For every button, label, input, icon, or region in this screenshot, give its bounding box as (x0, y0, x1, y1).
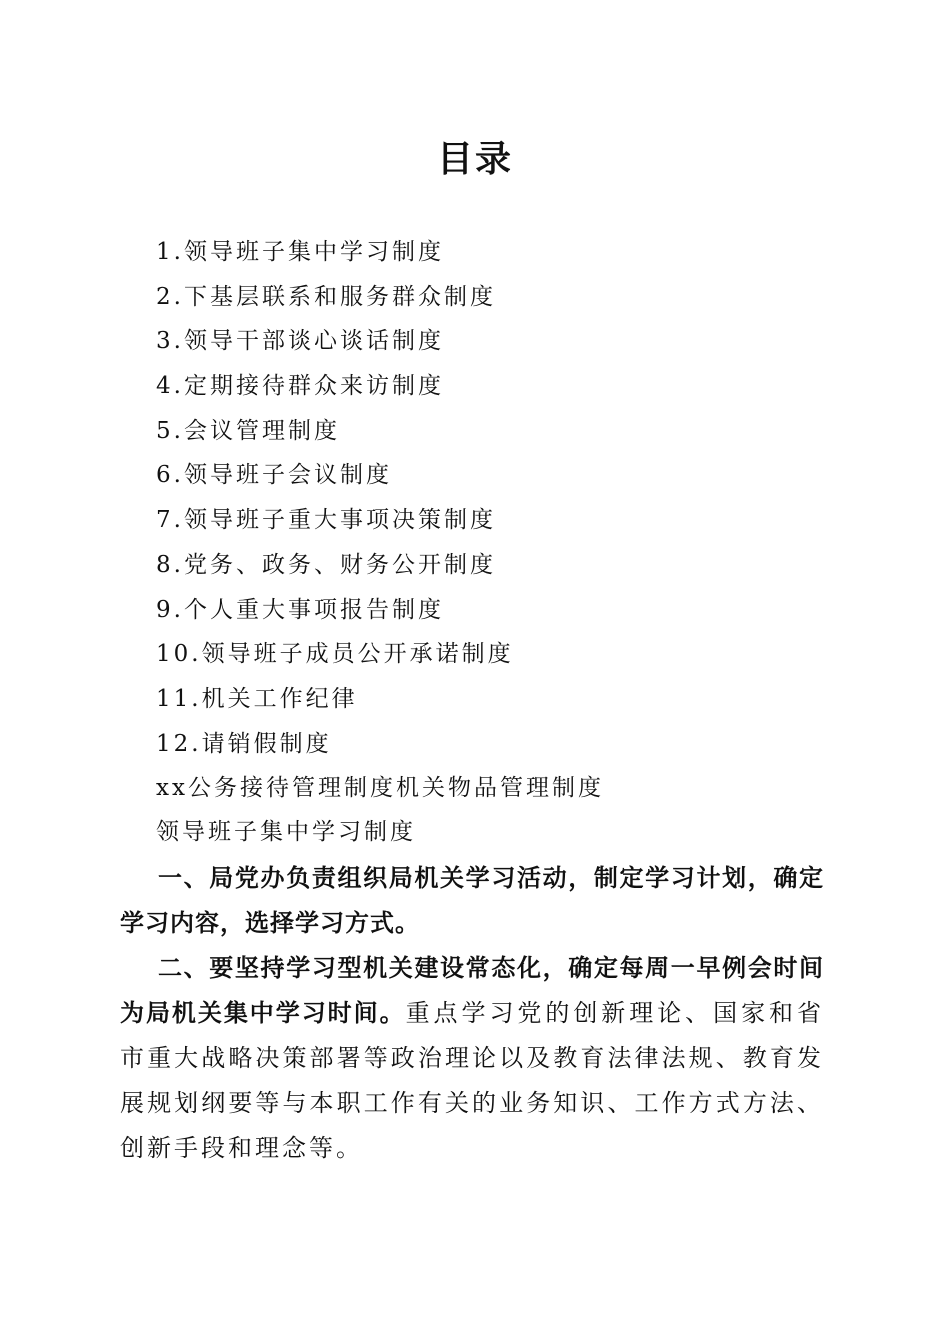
paragraph-1-bold-text: 一、局党办负责组织局机关学习活动，制定学习计划，确定学习内容，选择学习方式。 (120, 864, 824, 937)
toc-item: 10.领导班子成员公开承诺制度 (156, 641, 514, 668)
section-title: 领导班子集中学习制度 (156, 819, 416, 845)
table-of-contents (156, 230, 856, 811)
toc-item: 6.领导班子会议制度 (156, 462, 392, 489)
page-title: 目录 (436, 139, 513, 180)
paragraph-2-body-text: 重点学习党的创新理论、国家和省市重大战略决策部署等政治理论以及教育法律法规、教育发展规划纲要等与本职工作有关的业务知识、工作方式方法、创新手段和理念等。 (120, 999, 825, 1162)
paragraph-2-bold-text: 二、要坚持学习型机关建设常态化，确定每周一早例会时间为局机关集中学习时间。 (120, 954, 824, 1027)
toc-item: 9.个人重大事项报告制度 (156, 596, 444, 623)
toc-item: 11.机关工作纪律 (156, 685, 358, 712)
toc-item: 4.定期接待群众来访制度 (156, 373, 444, 400)
toc-item: 2.下基层联系和服务群众制度 (156, 283, 496, 310)
paragraph-2 (120, 946, 824, 1171)
paragraph-1 (120, 856, 824, 946)
toc-item: 5.会议管理制度 (156, 417, 340, 444)
toc-item: 7.领导班子重大事项决策制度 (156, 507, 496, 534)
toc-item: 8.党务、政务、财务公开制度 (156, 551, 496, 578)
toc-item: 3.领导干部谈心谈话制度 (156, 328, 444, 355)
toc-item: xx公务接待管理制度机关物品管理制度 (156, 775, 604, 802)
toc-item: 1.领导班子集中学习制度 (156, 239, 444, 265)
toc-item: 12.请销假制度 (156, 730, 332, 757)
